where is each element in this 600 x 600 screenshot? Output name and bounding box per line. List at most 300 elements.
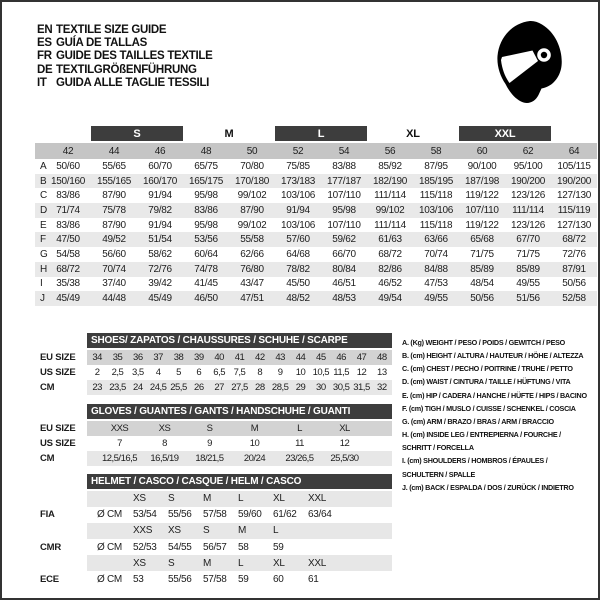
legend-item — [402, 454, 600, 480]
size-value-cell: 9 — [277, 366, 283, 378]
measurement-cell: 68/72 — [378, 248, 402, 260]
measurement-cell: 46/51 — [332, 278, 356, 290]
measurement-cell: 165/175 — [188, 175, 224, 187]
measurement-cell: 71/75 — [516, 248, 540, 260]
size-value-cell: 45 — [316, 351, 326, 363]
section-bar-row — [40, 333, 392, 350]
size-value-cell: 48 — [377, 351, 387, 363]
size-value-cell: 30,5 — [332, 382, 350, 394]
main-table-body — [35, 159, 597, 306]
size-value-cell: 41 — [234, 351, 245, 363]
measurement-row — [35, 203, 597, 218]
row-label: G — [40, 248, 48, 260]
size-value-cell: M — [250, 422, 259, 434]
helmet-size-label: S — [168, 557, 175, 569]
row-values — [87, 421, 392, 436]
size-value-cell: 43 — [275, 351, 285, 363]
helmet-values — [87, 571, 392, 587]
helmet-value-cell: 56/57 — [203, 541, 227, 553]
helmet-unit-label: Ø CM — [97, 509, 122, 521]
measurement-cell: 51/54 — [148, 234, 172, 246]
measurement-cell: 48/52 — [286, 293, 310, 305]
section-row — [40, 451, 392, 466]
helmet-value-cell: 53 — [133, 574, 144, 586]
legend-line: SCHRITT / FORCELLA — [402, 443, 474, 453]
helmet-icon — [492, 18, 566, 108]
size-group-row — [35, 126, 597, 143]
measurement-cell: 82/86 — [378, 263, 402, 275]
helmet-size-label: S — [168, 493, 175, 505]
helmet-size-labels — [87, 491, 392, 507]
language-code: ES — [37, 36, 52, 49]
measurement-cell: 107/110 — [327, 190, 361, 202]
size-group-xxl: XXL — [459, 126, 551, 141]
row-label-us-size: US SIZE — [40, 366, 76, 378]
measurement-cell: 107/110 — [327, 219, 361, 231]
size-value-cell: 29 — [295, 382, 306, 394]
measurement-cell: 48/53 — [332, 293, 356, 305]
measurement-cell: 70/74 — [102, 263, 126, 275]
measurement-cell: 46/52 — [378, 278, 402, 290]
measurement-cell: 83/86 — [194, 204, 218, 216]
size-value-cell: 2 — [94, 366, 100, 378]
size-column-header: 64 — [568, 145, 580, 157]
helmet-values — [87, 539, 392, 555]
measurement-cell: 103/106 — [418, 204, 454, 216]
measurement-cell: 49/52 — [102, 234, 126, 246]
measurement-cell: 55/58 — [240, 234, 264, 246]
language-code: FR — [37, 50, 52, 63]
size-group-l: L — [275, 126, 367, 141]
measurement-cell: 70/80 — [240, 160, 264, 172]
size-value-cell: 13 — [377, 366, 387, 378]
measurement-cell: 64/68 — [286, 248, 310, 260]
measurement-cell: 71/74 — [56, 204, 80, 216]
size-column-header: 62 — [522, 145, 534, 157]
legend-line: B. (cm) HEIGHT / ALTURA / HAUTEUR / HÖHE / ALTEZZA — [402, 351, 584, 361]
size-column-header: 46 — [154, 145, 166, 157]
legend-line: E. (cm) HIP / CADERA / HANCHE / HÜFTE / HIPS / BACINO — [402, 390, 587, 400]
size-value-cell: 24,5 — [149, 382, 167, 394]
section-title-gloves: GLOVES / GUANTES / GANTS / HANDSCHUHE / GUANTI — [87, 404, 392, 419]
size-value-cell: 11 — [295, 437, 304, 449]
size-value-cell: XL — [339, 422, 350, 434]
size-value-cell: 47 — [356, 351, 367, 363]
measurement-cell: 103/106 — [280, 219, 316, 231]
row-values — [87, 380, 392, 395]
size-value-cell: 40 — [214, 351, 224, 363]
measurement-cell: 95/98 — [194, 190, 218, 202]
measurement-cell: 160/170 — [142, 175, 178, 187]
size-column-header: 52 — [292, 145, 304, 157]
measurement-cell: 119/122 — [465, 219, 499, 231]
helmet-value-cell: 59/60 — [238, 509, 262, 521]
measurement-cell: 70/74 — [424, 248, 448, 260]
helmet-value-cell: 63/64 — [308, 509, 332, 521]
measurement-cell: 49/54 — [378, 293, 402, 305]
section-row — [40, 436, 392, 451]
measurement-cell: 127/130 — [556, 219, 592, 231]
size-value-cell: 30 — [316, 382, 326, 394]
measurement-cell: 75/85 — [286, 160, 310, 172]
size-group-m: M — [224, 127, 234, 140]
size-value-cell: 8 — [162, 437, 167, 449]
measurement-cell: 60/70 — [148, 160, 172, 172]
helmet-unit-label: Ø CM — [97, 574, 122, 586]
legend-line: H. (cm) INSIDE LEG / ENTREPIERNA / FOURCHE / — [402, 430, 561, 440]
language-title: GUÍA DE TALLAS — [56, 36, 147, 49]
measurement-cell: 50/56 — [562, 278, 586, 290]
language-row — [37, 23, 213, 36]
measurement-cell: 123/126 — [510, 219, 546, 231]
label-spacer — [40, 404, 87, 419]
measurement-cell: 61/63 — [378, 234, 402, 246]
row-label-spacer — [35, 143, 45, 159]
size-value-cell: 31,5 — [353, 382, 370, 394]
measurement-row — [35, 232, 597, 247]
helmet-size-label: XXL — [308, 493, 327, 505]
measurement-cell: 87/90 — [102, 190, 126, 202]
measurement-cell: 91/94 — [148, 190, 172, 202]
legend-line: F. (cm) TIGH / MUSLO / CUISSE / SCHENKEL / COSCIA — [402, 403, 576, 413]
language-title: TEXTILGRÖßENFÜHRUNG — [56, 63, 197, 76]
size-value-cell: 32 — [377, 382, 387, 394]
section-row — [40, 380, 392, 395]
helmet-value-row — [40, 539, 392, 555]
measurement-cell: 51/56 — [516, 293, 540, 305]
size-value-cell: 2,5 — [111, 366, 124, 378]
size-value-cell: 18/21,5 — [195, 453, 224, 465]
size-value-cell: 25,5 — [170, 382, 187, 394]
helmet-size-row — [40, 523, 392, 539]
measurement-cell: 127/130 — [556, 190, 592, 202]
row-label-us-size: US SIZE — [40, 437, 76, 449]
measurement-cell: 85/89 — [516, 263, 540, 275]
measurement-cell: 46/50 — [194, 293, 218, 305]
measurement-cell: 35/38 — [56, 278, 80, 290]
size-column-header: 50 — [246, 145, 258, 157]
helmet-size-label: S — [203, 525, 210, 537]
row-label: D — [40, 204, 48, 216]
measurement-cell: 150/160 — [50, 175, 86, 187]
helmet-value-cell: 55/56 — [168, 509, 192, 521]
size-value-cell: 5 — [176, 366, 181, 378]
measurement-row — [35, 277, 597, 292]
measurement-cell: 87/91 — [562, 263, 586, 275]
main-size-table — [35, 126, 597, 306]
size-value-cell: 10 — [249, 437, 260, 449]
row-label: E — [40, 219, 47, 231]
measurement-cell: 78/82 — [286, 263, 310, 275]
measurement-cell: 68/72 — [562, 234, 586, 246]
measurement-row — [35, 218, 597, 233]
size-column-header: 44 — [108, 145, 120, 157]
row-label-fia: FIA — [40, 509, 55, 521]
measurement-cell: 71/75 — [470, 248, 494, 260]
row-label: C — [40, 190, 48, 202]
measurement-cell: 65/75 — [194, 160, 218, 172]
language-row — [37, 50, 213, 63]
size-value-cell: 7 — [117, 437, 122, 449]
helmet-value-row — [40, 571, 392, 587]
measurement-cell: 91/94 — [286, 204, 310, 216]
size-value-cell: 38 — [173, 351, 184, 363]
measurement-cell: 170/180 — [234, 175, 270, 187]
measurement-cell: 87/90 — [240, 204, 264, 216]
legend-line: C. (cm) CHEST / PECHO / POITRINE / TRUHE / PETTO — [402, 364, 573, 374]
measurement-cell: 105/115 — [557, 160, 591, 172]
size-value-cell: 46 — [336, 351, 346, 363]
row-label-cmr: CMR — [40, 541, 62, 553]
measurement-cell: 67/70 — [516, 234, 540, 246]
measurement-cell: 65/68 — [470, 234, 494, 246]
size-value-cell: 35 — [112, 351, 123, 363]
measurement-cell: 41/45 — [194, 278, 218, 290]
measurement-cell: 45/49 — [148, 293, 172, 305]
label-spacer — [40, 491, 87, 507]
size-value-cell: 6,5 — [213, 366, 226, 378]
size-value-cell: 23/26,5 — [285, 453, 314, 465]
helmet-size-labels — [87, 555, 392, 571]
helmet-value-cell: 60 — [273, 574, 284, 586]
helmet-value-cell: 57/58 — [203, 574, 227, 586]
measurement-row — [35, 262, 597, 277]
helmet-size-label: M — [238, 525, 247, 537]
measurement-cell: 57/60 — [286, 234, 310, 246]
measurement-cell: 155/165 — [96, 175, 132, 187]
legend-line: I. (cm) SHOULDERS / HOMBROS / ÉPAULES / — [402, 456, 548, 466]
size-value-cell: 24 — [133, 382, 143, 394]
row-label-cm: CM — [40, 382, 55, 394]
size-value-cell: 25,5/30 — [330, 453, 359, 465]
measurement-cell: 49/55 — [424, 293, 448, 305]
size-value-cell: 3,5 — [131, 366, 144, 378]
helmet-size-label: L — [238, 493, 244, 505]
helmet-value-cell: 52/53 — [133, 541, 157, 553]
measurement-cell: 56/60 — [102, 248, 126, 260]
size-value-cell: 23 — [92, 382, 102, 394]
size-number-row — [35, 143, 597, 159]
measurement-cell: 99/102 — [375, 204, 405, 216]
measurement-cell: 62/66 — [240, 248, 264, 260]
size-value-cell: 39 — [194, 351, 204, 363]
size-value-cell: 12,5/16,5 — [101, 453, 138, 465]
measurement-cell: 37/40 — [102, 278, 126, 290]
size-value-cell: 8 — [257, 366, 263, 378]
size-value-cell: 12 — [339, 437, 350, 449]
measurement-cell: 111/114 — [374, 190, 406, 202]
measurement-cell: 91/94 — [148, 219, 172, 231]
helmet-value-cell: 59 — [238, 574, 249, 586]
size-value-cell: 11,5 — [333, 366, 350, 378]
measurement-cell: 39/42 — [148, 278, 172, 290]
measurement-cell: 190/200 — [556, 175, 592, 187]
measurement-cell: 80/84 — [332, 263, 356, 275]
size-group-spacer — [45, 126, 91, 141]
measurement-cell: 59/62 — [332, 234, 356, 246]
helmet-size-label: L — [238, 557, 244, 569]
size-column-header: 42 — [62, 145, 74, 157]
helmet-size-labels — [87, 523, 392, 539]
helmet-size-label: XS — [168, 525, 181, 537]
size-group-s: S — [91, 126, 183, 141]
helmet-value-cell: 53/54 — [133, 509, 157, 521]
size-column-header: 54 — [338, 145, 350, 157]
measurement-cell: 47/51 — [240, 293, 264, 305]
section-bar-row — [40, 404, 392, 421]
measurement-cell: 84/88 — [424, 263, 448, 275]
measurement-cell: 76/80 — [240, 263, 264, 275]
measurement-cell: 83/86 — [56, 219, 80, 231]
size-value-cell: 27 — [214, 382, 224, 394]
measurement-cell: 99/102 — [237, 219, 267, 231]
legend-item — [402, 375, 600, 388]
measurement-cell: 87/95 — [424, 160, 448, 172]
measurement-cell: 177/187 — [326, 175, 362, 187]
measurement-row — [35, 247, 597, 262]
measurement-cell: 55/65 — [102, 160, 126, 172]
section-title-helmet: HELMET / CASCO / CASQUE / HELM / CASCO — [87, 474, 392, 489]
helmet-value-cell: 54/55 — [168, 541, 192, 553]
section-row — [40, 421, 392, 436]
measurement-cell: 85/92 — [378, 160, 402, 172]
measurement-cell: 99/102 — [237, 190, 267, 202]
measurement-cell: 95/98 — [332, 204, 356, 216]
measurement-cell: 95/98 — [194, 219, 218, 231]
measurement-cell: 63/66 — [424, 234, 448, 246]
size-value-cell: 10,5 — [312, 366, 330, 378]
helmet-size-label: XXL — [308, 557, 327, 569]
size-value-cell: 27,5 — [231, 382, 248, 394]
measurement-cell: 185/195 — [418, 175, 454, 187]
helmet-value-row — [40, 507, 392, 523]
size-value-cell: 4 — [155, 366, 161, 378]
language-row — [37, 63, 213, 76]
legend-item — [402, 362, 600, 375]
measurement-cell: 111/114 — [374, 219, 406, 231]
size-value-cell: 16,5/19 — [150, 453, 179, 465]
size-value-cell: 28,5 — [271, 382, 289, 394]
legend-line: D. (cm) WAIST / CINTURA / TAILLE / HÜFTUNG / VITA — [402, 377, 571, 387]
size-value-cell: 9 — [207, 437, 212, 449]
measurement-cell: 95/100 — [513, 160, 543, 172]
helmet-size-label: XS — [133, 493, 146, 505]
shoes-section — [40, 333, 392, 395]
measurement-cell: 45/49 — [56, 293, 80, 305]
measurement-cell: 182/190 — [372, 175, 408, 187]
language-list — [37, 23, 213, 89]
helmet-value-cell: 55/56 — [168, 574, 192, 586]
size-value-cell: XS — [158, 422, 171, 434]
row-values — [87, 365, 392, 380]
row-values — [87, 436, 392, 451]
language-code: DE — [37, 63, 53, 76]
size-value-cell: 34 — [92, 351, 102, 363]
measurement-cell: 107/110 — [465, 204, 499, 216]
measurement-cell: 49/55 — [516, 278, 540, 290]
label-spacer — [40, 555, 87, 571]
measurement-cell: 48/54 — [470, 278, 494, 290]
legend-line: J. (cm) BACK / ESPALDA / DOS / ZURÜCK / INDIETRO — [402, 482, 574, 492]
size-value-cell: 20/24 — [243, 453, 266, 465]
brand-logo — [492, 18, 566, 108]
measurement-cell: 58/62 — [148, 248, 172, 260]
language-title: TEXTILE SIZE GUIDE — [56, 23, 167, 36]
helmet-size-label: XS — [133, 557, 146, 569]
helmet-size-label: XXS — [133, 525, 153, 537]
row-label: B — [40, 175, 47, 187]
measurement-cell: 54/58 — [56, 248, 80, 260]
size-group-spacer — [551, 126, 597, 141]
size-value-cell: 12 — [356, 366, 367, 378]
measurement-cell: 115/118 — [419, 219, 453, 231]
measurement-cell: 72/76 — [148, 263, 172, 275]
section-row — [40, 365, 392, 380]
measurement-cell: 60/64 — [194, 248, 218, 260]
measurement-cell: 123/126 — [510, 190, 546, 202]
label-col-spacer — [35, 126, 45, 143]
size-value-cell: L — [297, 422, 302, 434]
size-column-header: 56 — [384, 145, 396, 157]
measurement-cell: 50/56 — [470, 293, 494, 305]
legend-item — [402, 336, 600, 349]
row-label: H — [40, 263, 48, 275]
measurement-cell: 119/122 — [465, 190, 499, 202]
measurement-cell: 90/100 — [467, 160, 497, 172]
language-code: IT — [37, 76, 47, 89]
legend-item — [402, 415, 600, 428]
measurement-cell: 187/198 — [464, 175, 500, 187]
row-label-cm: CM — [40, 453, 55, 465]
size-value-cell: XXS — [110, 422, 129, 434]
size-column-header: 48 — [200, 145, 212, 157]
helmet-value-cell: 59 — [273, 541, 284, 553]
size-value-cell: 44 — [295, 351, 306, 363]
measurement-cell: 47/53 — [424, 278, 448, 290]
measurement-cell: 53/56 — [194, 234, 218, 246]
measurement-cell: 45/50 — [286, 278, 310, 290]
legend-item — [402, 481, 600, 494]
row-label-eu-size: EU SIZE — [40, 422, 76, 434]
measurement-cell: 72/76 — [562, 248, 586, 260]
measurement-cell: 87/90 — [102, 219, 126, 231]
row-label: F — [40, 234, 47, 246]
measurement-row — [35, 159, 597, 174]
size-value-cell: 23,5 — [109, 382, 126, 394]
helmet-size-row — [40, 491, 392, 507]
size-value-cell: 7,5 — [233, 366, 246, 378]
section-bar-row — [40, 474, 392, 491]
helmet-size-label: M — [203, 493, 212, 505]
legend-line: A. (Kg) WEIGHT / PESO / POIDS / GEWITCH / PESO — [402, 338, 566, 347]
size-value-cell: 42 — [255, 351, 265, 363]
measurement-cell: 75/78 — [102, 204, 126, 216]
label-spacer — [40, 333, 87, 348]
measurement-cell: 50/60 — [56, 160, 80, 172]
legend-line: SCHULTERN / SPALLE — [402, 469, 476, 479]
measurement-cell: 68/72 — [56, 263, 80, 275]
measurement-cell: 115/119 — [557, 204, 591, 216]
measurement-row — [35, 291, 597, 306]
measurement-cell: 74/78 — [194, 263, 218, 275]
measurement-legend — [402, 336, 600, 494]
measurement-row — [35, 174, 597, 189]
measurement-cell: 115/118 — [419, 190, 453, 202]
language-row — [37, 36, 213, 49]
measurement-cell: 66/70 — [332, 248, 356, 260]
row-label-eu-size: EU SIZE — [40, 351, 76, 363]
row-label: A — [40, 160, 47, 172]
